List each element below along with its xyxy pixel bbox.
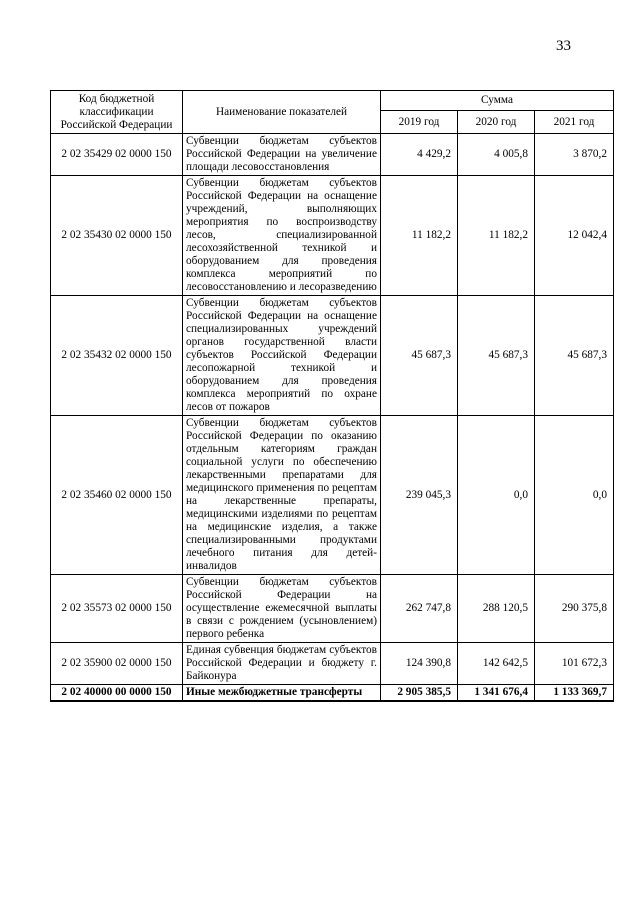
header-name: Наименование показателей <box>183 91 381 134</box>
row-value-2020: 0,0 <box>458 416 535 575</box>
table-row <box>51 575 614 643</box>
budget-table <box>50 90 614 702</box>
row-value-2021: 101 672,3 <box>535 643 614 685</box>
total-value-2021: 1 133 369,7 <box>535 685 614 702</box>
table-row <box>51 134 614 176</box>
row-name: Субвенции бюджетам субъектов Российской Федерации по оказанию отдельным категориям граждан социальной услуги по обеспечению лекарственными препаратами для медицинского применения по рецептам на лекарственные препараты, медицинскими изделиями по рецептам на медицинские изделия, а также специализированными продуктами лечебного питания для детей-инвалидов <box>183 416 381 575</box>
row-value-2019: 11 182,2 <box>381 176 458 296</box>
row-value-2020: 45 687,3 <box>458 296 535 416</box>
row-value-2021: 0,0 <box>535 416 614 575</box>
header-code: Код бюджетной классификации Российской Федерации <box>51 91 183 134</box>
row-value-2021: 12 042,4 <box>535 176 614 296</box>
row-value-2021: 45 687,3 <box>535 296 614 416</box>
row-code: 2 02 35573 02 0000 150 <box>51 575 183 643</box>
row-value-2020: 288 120,5 <box>458 575 535 643</box>
row-code: 2 02 35429 02 0000 150 <box>51 134 183 176</box>
row-code: 2 02 35432 02 0000 150 <box>51 296 183 416</box>
page-number: 33 <box>556 38 571 54</box>
row-name: Субвенции бюджетам субъектов Российской Федерации на оснащение учреждений, выполняющих мероприятия по воспроизводству лесов, специализированной лесохозяйственной техникой и оборудованием для проведения комплекса мероприятий по лесовосстановлению и лесоразведению <box>183 176 381 296</box>
row-value-2019: 4 429,2 <box>381 134 458 176</box>
header-sum: Сумма <box>381 91 614 111</box>
total-value-2019: 2 905 385,5 <box>381 685 458 702</box>
row-value-2020: 11 182,2 <box>458 176 535 296</box>
table-row <box>51 296 614 416</box>
row-value-2021: 3 870,2 <box>535 134 614 176</box>
row-code: 2 02 35460 02 0000 150 <box>51 416 183 575</box>
row-value-2019: 45 687,3 <box>381 296 458 416</box>
row-value-2019: 124 390,8 <box>381 643 458 685</box>
table-row <box>51 176 614 296</box>
header-year-2019: 2019 год <box>381 111 458 134</box>
total-code: 2 02 40000 00 0000 150 <box>51 685 183 702</box>
table-row <box>51 643 614 685</box>
row-name: Субвенции бюджетам субъектов Российской Федерации на увеличение площади лесовосстановления <box>183 134 381 176</box>
header-year-2020: 2020 год <box>458 111 535 134</box>
table-row <box>51 416 614 575</box>
total-name: Иные межбюджетные трансферты <box>183 685 381 702</box>
total-value-2020: 1 341 676,4 <box>458 685 535 702</box>
row-name: Субвенции бюджетам субъектов Российской Федерации на осуществление ежемесячной выплаты в связи с рождением (усыновлением) первого ребенка <box>183 575 381 643</box>
row-code: 2 02 35900 02 0000 150 <box>51 643 183 685</box>
row-name: Субвенции бюджетам субъектов Российской Федерации на оснащение специализированных учреждений органов государственной власти субъектов Российской Федерации лесопожарной техникой и оборудованием для проведения комплекса мероприятий по охране лесов от пожаров <box>183 296 381 416</box>
row-value-2019: 239 045,3 <box>381 416 458 575</box>
row-value-2019: 262 747,8 <box>381 575 458 643</box>
row-value-2020: 4 005,8 <box>458 134 535 176</box>
row-code: 2 02 35430 02 0000 150 <box>51 176 183 296</box>
row-name: Единая субвенция бюджетам субъектов Российской Федерации и бюджету г. Байконура <box>183 643 381 685</box>
header-year-2021: 2021 год <box>535 111 614 134</box>
row-value-2021: 290 375,8 <box>535 575 614 643</box>
total-row <box>51 685 614 702</box>
header-row-top <box>51 91 614 111</box>
row-value-2020: 142 642,5 <box>458 643 535 685</box>
